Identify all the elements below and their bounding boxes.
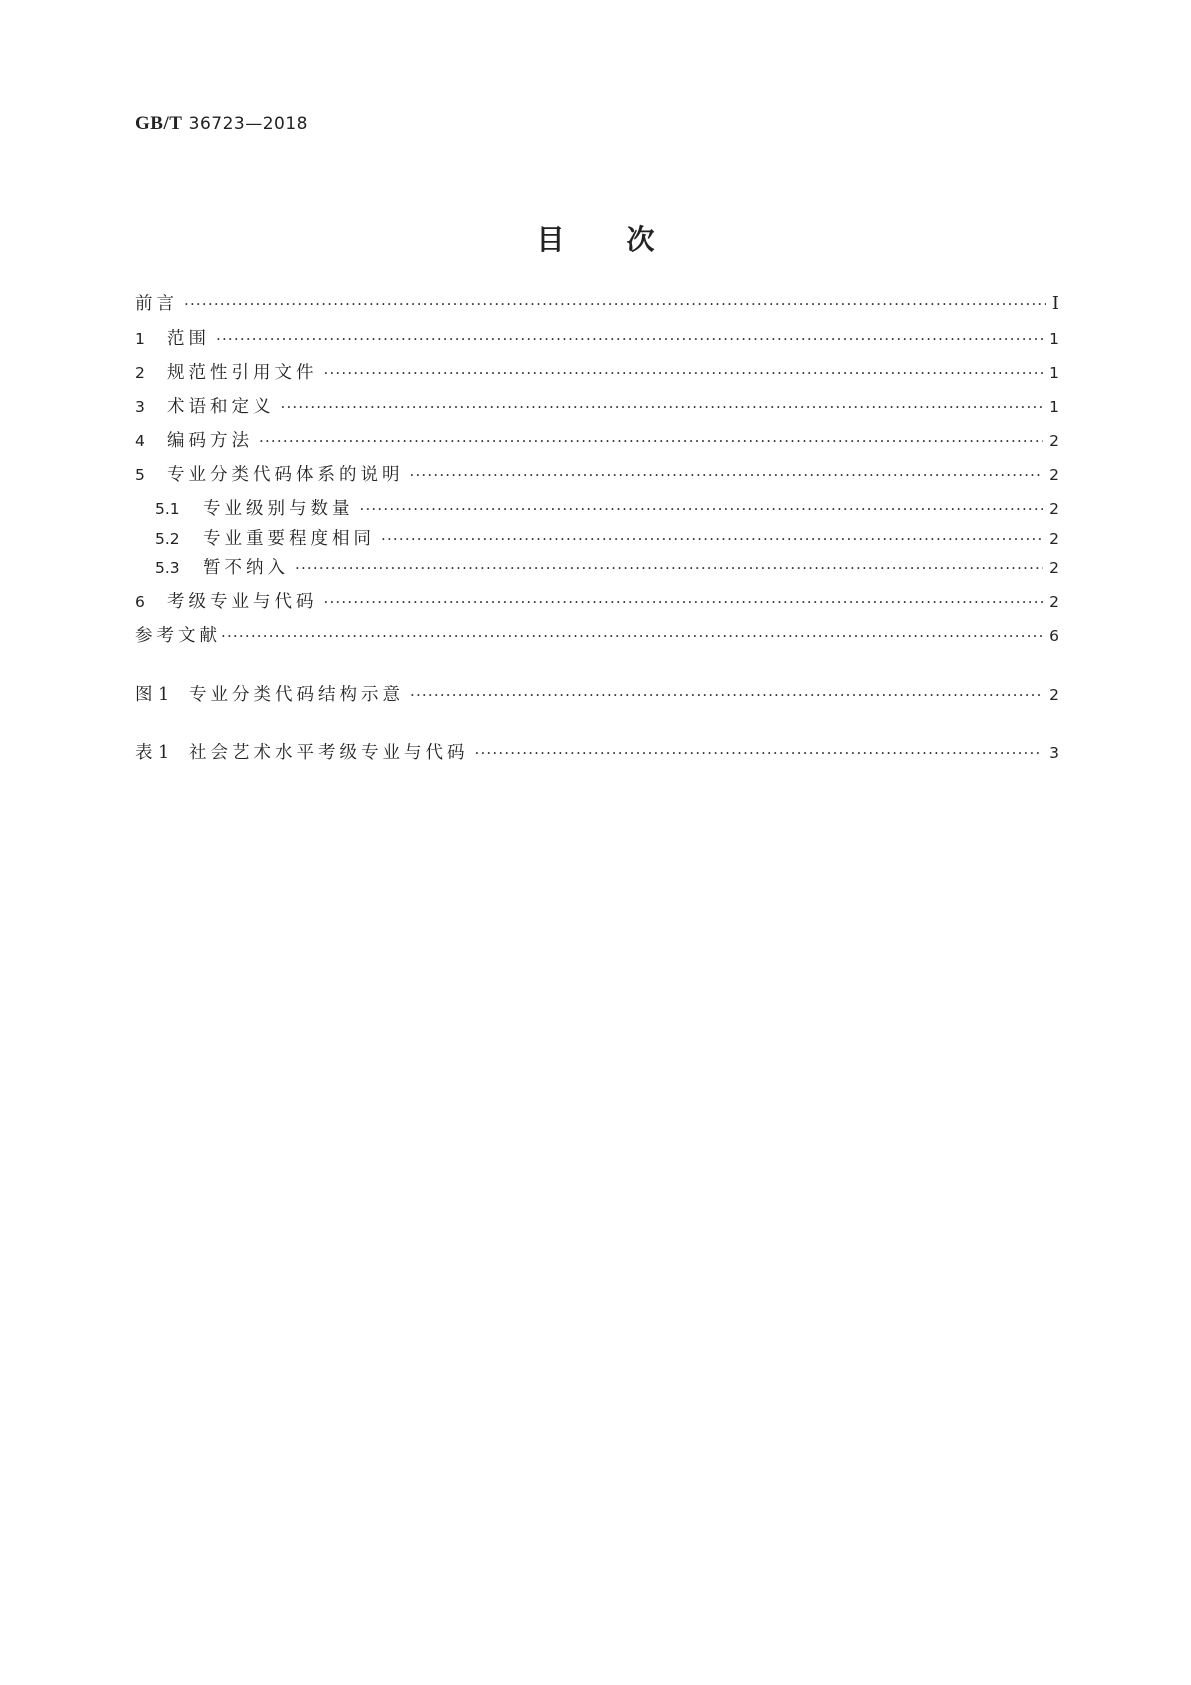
dot-leader xyxy=(216,328,1043,350)
toc-number: 5.1 xyxy=(155,500,180,518)
toc-number: 5.3 xyxy=(155,559,180,577)
toc-label: 专业重要程度相同 xyxy=(203,529,375,549)
dot-leader xyxy=(324,362,1044,384)
toc-entry-5[interactable] xyxy=(135,464,1059,486)
standard-code: 36723—2018 xyxy=(188,114,308,134)
toc-label: 考级专业与代码 xyxy=(167,592,318,612)
toc-number: 1 xyxy=(135,330,145,348)
toc-page: 2 xyxy=(1049,559,1059,577)
toc-entry-foreword[interactable] xyxy=(135,293,1059,315)
toc-number: 图 1 xyxy=(135,685,170,705)
standard-prefix: GB/T xyxy=(135,113,183,134)
dot-leader xyxy=(410,464,1044,486)
dot-leader xyxy=(475,742,1044,764)
toc-entry-figure-1[interactable] xyxy=(135,684,1059,706)
toc-label: 参考文献 xyxy=(135,626,221,646)
dot-leader xyxy=(281,396,1044,418)
toc-number: 表 1 xyxy=(135,743,170,763)
toc-label: 专业级别与数量 xyxy=(203,499,354,519)
toc-entry-table-1[interactable] xyxy=(135,742,1059,764)
toc-page: 2 xyxy=(1049,530,1059,548)
toc-number: 5.2 xyxy=(155,530,180,548)
toc-number: 5 xyxy=(135,466,145,484)
dot-leader xyxy=(295,557,1043,579)
standard-number xyxy=(135,113,308,135)
toc-entry-6[interactable] xyxy=(135,591,1059,613)
toc-label: 暂不纳入 xyxy=(203,558,289,578)
toc-label: 专业分类代码结构示意 xyxy=(189,685,404,705)
toc-entry-4[interactable] xyxy=(135,430,1059,452)
dot-leader xyxy=(381,528,1043,550)
toc-number: 6 xyxy=(135,593,145,611)
toc-label: 规范性引用文件 xyxy=(167,363,318,383)
toc-page: 2 xyxy=(1049,686,1059,704)
toc-page: 1 xyxy=(1049,330,1059,348)
toc-entry-5-1[interactable] xyxy=(155,498,1059,520)
toc-page: 2 xyxy=(1049,593,1059,611)
dot-leader xyxy=(259,430,1043,452)
toc-entry-1[interactable] xyxy=(135,328,1059,350)
dot-leader xyxy=(324,591,1044,613)
toc-entry-5-3[interactable] xyxy=(155,557,1059,579)
toc-number: 4 xyxy=(135,432,145,450)
toc-page: 1 xyxy=(1049,398,1059,416)
toc-entry-5-2[interactable] xyxy=(155,528,1059,550)
toc-number: 3 xyxy=(135,398,145,416)
dot-leader xyxy=(360,498,1044,520)
toc-label: 前言 xyxy=(135,294,178,314)
dot-leader xyxy=(184,293,1046,315)
toc-label: 专业分类代码体系的说明 xyxy=(167,465,404,485)
dot-leader xyxy=(221,625,1043,647)
toc-page: 3 xyxy=(1049,744,1059,762)
toc-number: 2 xyxy=(135,364,145,382)
title-char-2: 次 xyxy=(626,223,655,256)
page-title xyxy=(0,218,1191,258)
toc-page: 6 xyxy=(1049,627,1059,645)
toc-page: 2 xyxy=(1049,432,1059,450)
toc-label: 范围 xyxy=(167,329,210,349)
toc-page: Ⅰ xyxy=(1051,293,1059,314)
toc-entry-3[interactable] xyxy=(135,396,1059,418)
title-char-1: 目 xyxy=(536,223,565,256)
toc-entry-references[interactable] xyxy=(135,625,1059,647)
toc-page: 2 xyxy=(1049,500,1059,518)
toc-label: 社会艺术水平考级专业与代码 xyxy=(189,743,469,763)
toc-page: 2 xyxy=(1049,466,1059,484)
toc-entry-2[interactable] xyxy=(135,362,1059,384)
toc-label: 术语和定义 xyxy=(167,397,275,417)
toc-page: 1 xyxy=(1049,364,1059,382)
toc-label: 编码方法 xyxy=(167,431,253,451)
dot-leader xyxy=(410,684,1043,706)
